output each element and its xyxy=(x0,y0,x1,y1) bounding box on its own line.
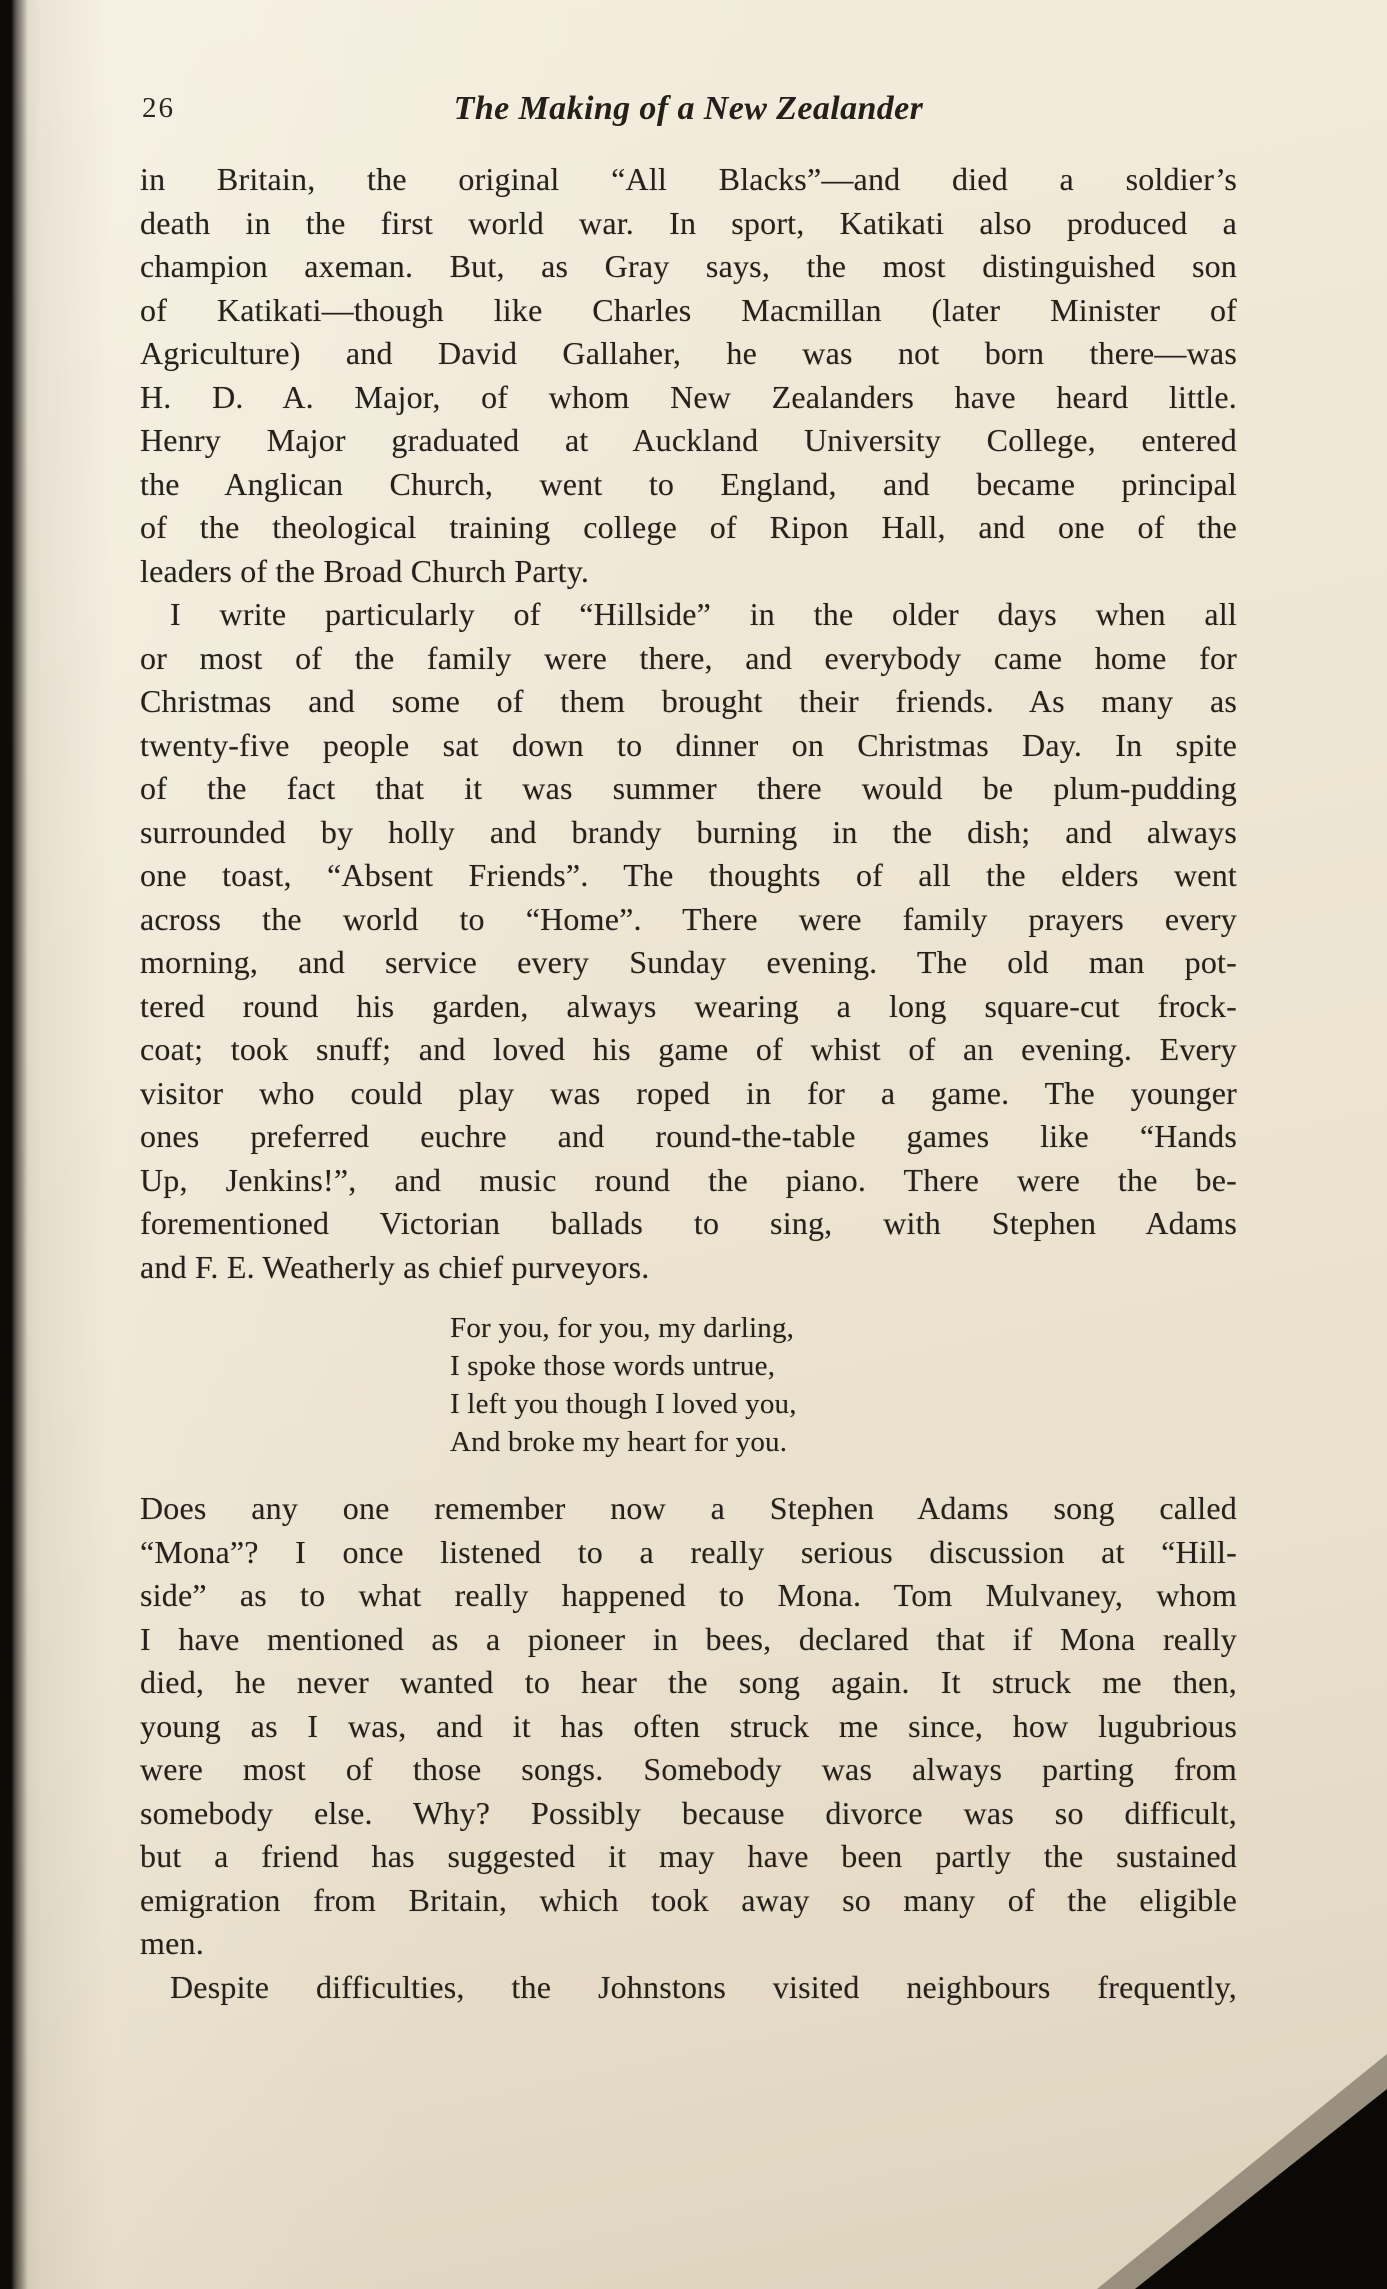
text-line: Up, Jenkins!”, and music round the piano. There were the be- xyxy=(140,1161,1237,1198)
text-line: emigration from Britain, which took away so many of the eligible xyxy=(140,1881,1237,1918)
text-line: and F. E. Weatherly as chief purveyors. xyxy=(140,1248,650,1285)
text-line: Does any one remember now a Stephen Adams song called xyxy=(140,1490,1237,1526)
text-line: across the world to “Home”. There were family prayers every xyxy=(140,900,1237,937)
verse-line: I left you though I loved you, xyxy=(450,1388,797,1420)
text-line: H. D. A. Major, of whom New Zealanders have heard little. xyxy=(140,378,1237,415)
text-line: forementioned Victorian ballads to sing, with Stephen Adams xyxy=(140,1205,1237,1241)
text-line: I have mentioned as a pioneer in bees, declared that if Mona really xyxy=(140,1620,1237,1657)
text-line: “Mona”? I once listened to a really serious discussion at “Hill- xyxy=(140,1533,1237,1570)
left-page-edge-shadow xyxy=(0,0,28,2289)
text-line: champion axeman. But, as Gray says, the most distinguished son xyxy=(140,248,1237,284)
verse-block xyxy=(450,1309,1237,1461)
text-line: in Britain, the original “All Blacks”—and died a soldier’s xyxy=(140,161,1237,197)
text-line: tered round his garden, always wearing a long square-cut frock- xyxy=(140,987,1237,1024)
text-line: of Katikati—though like Charles Macmillan (later Minister of xyxy=(140,291,1237,328)
text-line: of the theological training college of Ripon Hall, and one of the xyxy=(140,509,1237,545)
page-content-area xyxy=(140,86,1237,2009)
text-line: one toast, “Absent Friends”. The thoughts of all the elders went xyxy=(140,857,1237,893)
text-line: somebody else. Why? Possibly because divorce was so difficult, xyxy=(140,1794,1237,1831)
text-line: visitor who could play was roped in for a game. The younger xyxy=(140,1074,1237,1111)
running-header xyxy=(140,86,1237,132)
page-number: 26 xyxy=(142,92,175,124)
text-line: I write particularly of “Hillside” in the older days when all xyxy=(170,596,1237,632)
text-line: of the fact that it was summer there would be plum-pudding xyxy=(140,770,1237,806)
text-line: leaders of the Broad Church Party. xyxy=(140,552,590,589)
text-line: Despite difficulties, the Johnstons visited neighbours frequently, xyxy=(170,1968,1237,2005)
text-line: ones preferred euchre and round-the-table games like “Hands xyxy=(140,1118,1237,1154)
verse-line: For you, for you, my darling, xyxy=(450,1312,795,1344)
text-line: morning, and service every Sunday evening. The old man pot- xyxy=(140,944,1237,980)
text-line: died, he never wanted to hear the song again. It struck me then, xyxy=(140,1664,1237,1700)
running-header-title: The Making of a New Zealander xyxy=(453,90,924,127)
text-line: young as I was, and it has often struck me since, how lugubrious xyxy=(140,1707,1237,1744)
text-line: Christmas and some of them brought their friends. As many as xyxy=(140,683,1237,719)
text-line: were most of those songs. Somebody was always parting from xyxy=(140,1751,1237,1787)
verse-line: And broke my heart for you. xyxy=(450,1426,788,1458)
paragraph xyxy=(140,1487,1237,1966)
paragraph xyxy=(140,1966,1237,2010)
paragraph xyxy=(140,593,1237,1289)
page-body xyxy=(140,158,1237,2009)
paragraph xyxy=(140,158,1237,593)
text-line: twenty-five people sat down to dinner on Christmas Day. In spite xyxy=(140,726,1237,763)
text-line: Henry Major graduated at Auckland University College, entered xyxy=(140,422,1237,458)
text-line: or most of the family were there, and everybody came home for xyxy=(140,639,1237,676)
text-line: coat; took snuff; and loved his game of whist of an evening. Every xyxy=(140,1031,1237,1067)
text-line: Agriculture) and David Gallaher, he was not born there—was xyxy=(140,335,1237,371)
text-line: death in the first world war. In sport, Katikati also produced a xyxy=(140,204,1237,241)
text-line: but a friend has suggested it may have been partly the sustained xyxy=(140,1838,1237,1874)
text-line: men. xyxy=(140,1925,204,1961)
text-line: side” as to what really happened to Mona. Tom Mulvaney, whom xyxy=(140,1577,1237,1613)
text-line: the Anglican Church, went to England, and became principal xyxy=(140,465,1237,502)
text-line: surrounded by holly and brandy burning in the dish; and always xyxy=(140,813,1237,850)
verse-line: I spoke those words untrue, xyxy=(450,1350,776,1382)
